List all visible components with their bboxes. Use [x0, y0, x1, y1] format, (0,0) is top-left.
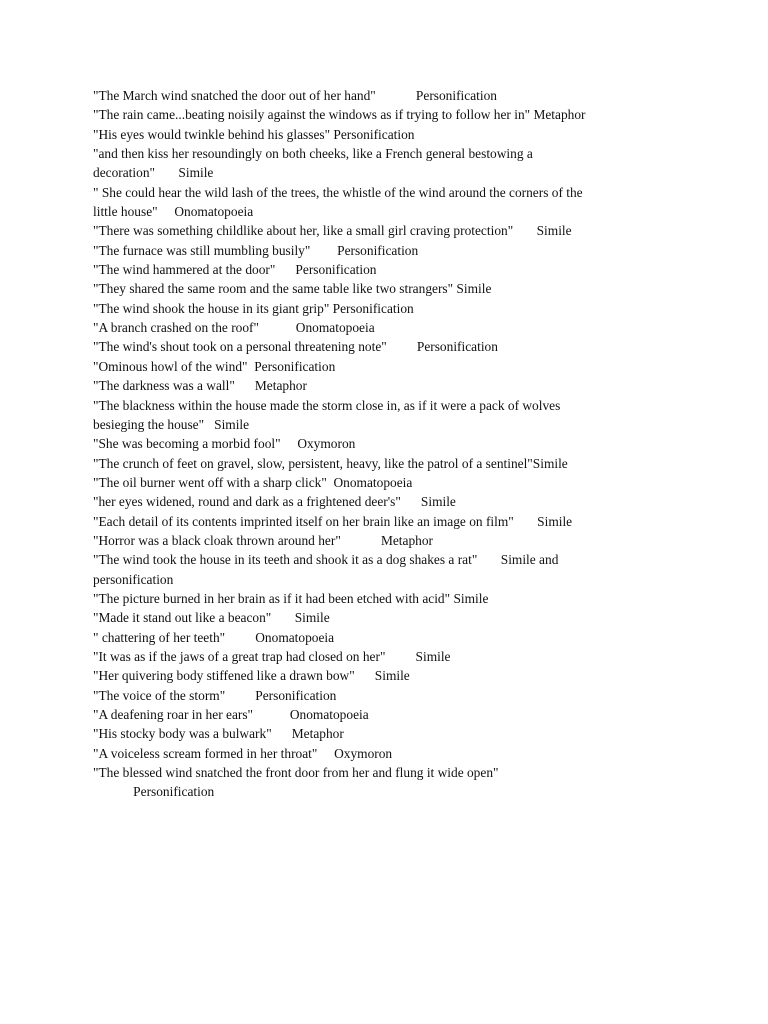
list-line: decoration" Simile: [93, 165, 214, 181]
list-line: "She was becoming a morbid fool" Oxymoron: [93, 436, 356, 452]
list-line: "The rain came...beating noisily against the windows as if trying to follow her in" Metaphor: [93, 107, 586, 123]
list-line: "The furnace was still mumbling busily" Personification: [93, 242, 419, 258]
list-line: "The voice of the storm" Personification: [93, 687, 337, 703]
list-line: "The wind hammered at the door" Personification: [93, 262, 377, 278]
list-line: besieging the house" Simile: [93, 416, 250, 432]
list-line: "The blessed wind snatched the front door from her and flung it wide open": [93, 765, 499, 781]
list-line: little house" Onomatopoeia: [93, 204, 254, 220]
list-line: "The March wind snatched the door out of her hand" Personification: [93, 88, 497, 103]
list-line: "The oil burner went off with a sharp click" Onomatopoeia: [93, 474, 413, 490]
list-line: "and then kiss her resoundingly on both cheeks, like a French general bestowing a: [93, 146, 533, 162]
list-line: "A voiceless scream formed in her throat" Oxymoron: [93, 745, 393, 761]
list-line: "her eyes widened, round and dark as a frightened deer's" Simile: [93, 494, 456, 510]
list-line: "The darkness was a wall" Metaphor: [93, 378, 307, 394]
list-line: "Her quivering body stiffened like a drawn bow" Simile: [93, 668, 410, 684]
figurative-language-list: [93, 86, 673, 802]
list-line: "A deafening roar in her ears" Onomatopoeia: [93, 707, 369, 722]
list-line: Personification: [93, 784, 215, 800]
list-line: "Made it stand out like a beacon" Simile: [93, 610, 330, 626]
list-line: "The picture burned in her brain as if it had been etched with acid" Simile: [93, 590, 489, 606]
list-line: "His eyes would twinkle behind his glasses" Personification: [93, 126, 415, 142]
list-line: "His stocky body was a bulwark" Metaphor: [93, 726, 344, 742]
list-line: "Each detail of its contents imprinted itself on her brain like an image on film" Simile: [93, 513, 573, 529]
list-line: personification: [93, 571, 174, 587]
list-line: " chattering of her teeth" Onomatopoeia: [93, 629, 335, 645]
list-line: "They shared the same room and the same table like two strangers" Simile: [93, 281, 492, 297]
list-line: "Ominous howl of the wind" Personification: [93, 358, 336, 374]
list-line: "The wind's shout took on a personal threatening note" Personification: [93, 339, 498, 355]
list-line: "It was as if the jaws of a great trap had closed on her" Simile: [93, 648, 451, 664]
list-line: "The wind shook the house in its giant grip" Personification: [93, 300, 414, 316]
list-line: "A branch crashed on the roof" Onomatopoeia: [93, 320, 375, 336]
list-line: "The wind took the house in its teeth and shook it as a dog shakes a rat" Simile and: [93, 552, 559, 568]
list-line: "Horror was a black cloak thrown around her" Metaphor: [93, 532, 434, 548]
list-line: "The blackness within the house made the storm close in, as if it were a pack of wolves: [93, 397, 561, 413]
list-line: " She could hear the wild lash of the trees, the whistle of the wind around the corners of the: [93, 184, 583, 200]
list-line: "There was something childlike about her, like a small girl craving protection" Simile: [93, 223, 572, 239]
list-line: "The crunch of feet on gravel, slow, persistent, heavy, like the patrol of a sentinel"Simile: [93, 455, 568, 471]
